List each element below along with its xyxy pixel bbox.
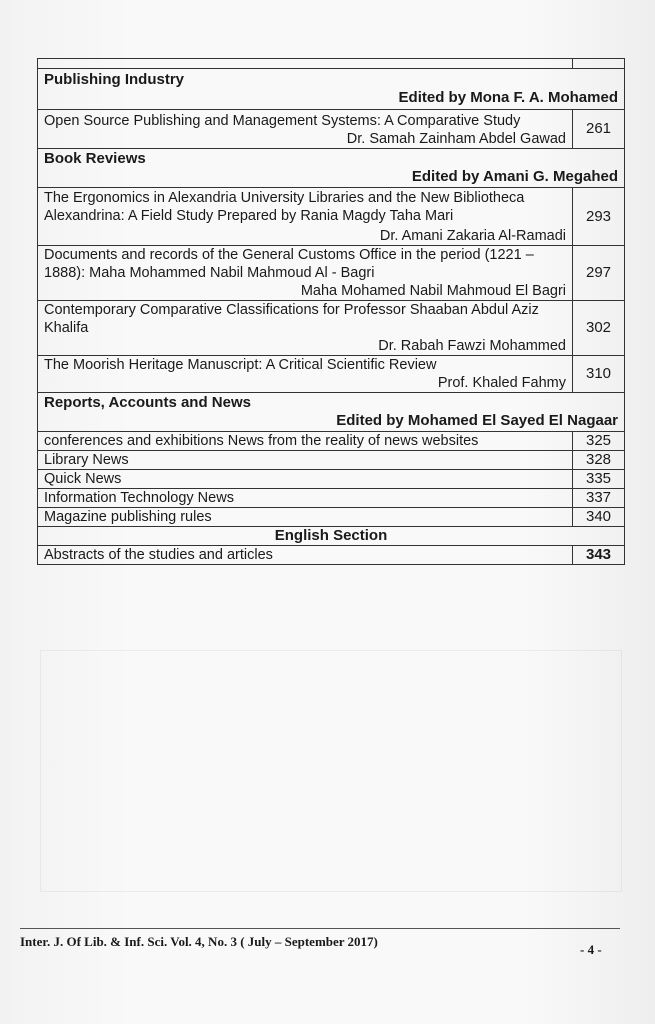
entry-page: 335 xyxy=(573,470,625,489)
entry-author: Prof. Khaled Fahmy xyxy=(437,375,566,391)
toc-entry xyxy=(38,451,625,470)
page-number: - 4 - xyxy=(580,942,602,957)
section-editor: Edited by Mona F. A. Mohamed xyxy=(398,89,618,106)
entry-author: Dr. Rabah Fawzi Mohammed xyxy=(378,338,566,354)
entry-page: 343 xyxy=(573,546,625,565)
section-header-row xyxy=(38,149,625,188)
toc-entry xyxy=(38,432,625,451)
toc-entry xyxy=(38,246,625,301)
section-header-row xyxy=(38,393,625,432)
section-title: Publishing Industry xyxy=(44,71,185,88)
journal-footer: Inter. J. Of Lib. & Inf. Sci. Vol. 4, No. 3 ( July – September 2017) xyxy=(20,934,378,949)
entry-author: Dr. Amani Zakaria Al-Ramadi xyxy=(379,228,566,244)
entry-author: Dr. Samah Zainham Abdel Gawad xyxy=(346,131,566,147)
entry-title: Contemporary Comparative Classifications for Professor Shaaban Abdul Aziz Khalifa xyxy=(44,302,539,336)
entry-page: 337 xyxy=(573,489,625,508)
section-title: Book Reviews xyxy=(44,150,146,167)
section-title: Reports, Accounts and News xyxy=(44,394,251,411)
toc-entry xyxy=(38,546,625,565)
table-of-contents xyxy=(37,58,625,565)
footer-rule xyxy=(20,928,620,929)
entry-page: 297 xyxy=(573,246,625,301)
entry-title: conferences and exhibitions News from the reality of news websites xyxy=(38,432,573,451)
entry-page: 328 xyxy=(573,451,625,470)
toc-entry xyxy=(38,110,625,149)
bleed-through-area xyxy=(40,650,622,892)
section-title: English Section xyxy=(38,527,625,546)
entry-title: Library News xyxy=(38,451,573,470)
entry-page: 293 xyxy=(573,188,625,246)
entry-page: 310 xyxy=(573,356,625,393)
entry-title: The Moorish Heritage Manuscript: A Critical Scientific Review xyxy=(44,357,437,373)
toc-entry xyxy=(38,489,625,508)
entry-author: Maha Mohamed Nabil Mahmoud El Bagri xyxy=(300,283,566,299)
entry-page: 302 xyxy=(573,301,625,356)
entry-title: The Ergonomics in Alexandria University Libraries and the New Bibliotheca Alexandrina: A Field Study Prepared by Rania Magdy Taha Mari xyxy=(44,190,525,224)
top-spacer-row xyxy=(38,59,625,69)
toc-entry xyxy=(38,188,625,246)
entry-title: Documents and records of the General Customs Office in the period (1221 – 1888): Maha Mohammed Nabil Mahmoud Al - Bagri xyxy=(44,247,534,281)
section-editor: Edited by Amani G. Megahed xyxy=(411,168,618,185)
entry-title: Quick News xyxy=(38,470,573,489)
toc-entry xyxy=(38,508,625,527)
section-header-row xyxy=(38,69,625,110)
entry-page: 325 xyxy=(573,432,625,451)
entry-title: Information Technology News xyxy=(38,489,573,508)
section-editor: Edited by Mohamed El Sayed El Nagaar xyxy=(336,412,618,429)
entry-title: Magazine publishing rules xyxy=(38,508,573,527)
toc-entry xyxy=(38,301,625,356)
toc-entry xyxy=(38,356,625,393)
entry-title: Abstracts of the studies and articles xyxy=(38,546,573,565)
section-header-row xyxy=(38,527,625,546)
toc-entry xyxy=(38,470,625,489)
entry-title: Open Source Publishing and Management Systems: A Comparative Study xyxy=(44,113,521,129)
entry-page: 261 xyxy=(573,110,625,149)
entry-page: 340 xyxy=(573,508,625,527)
